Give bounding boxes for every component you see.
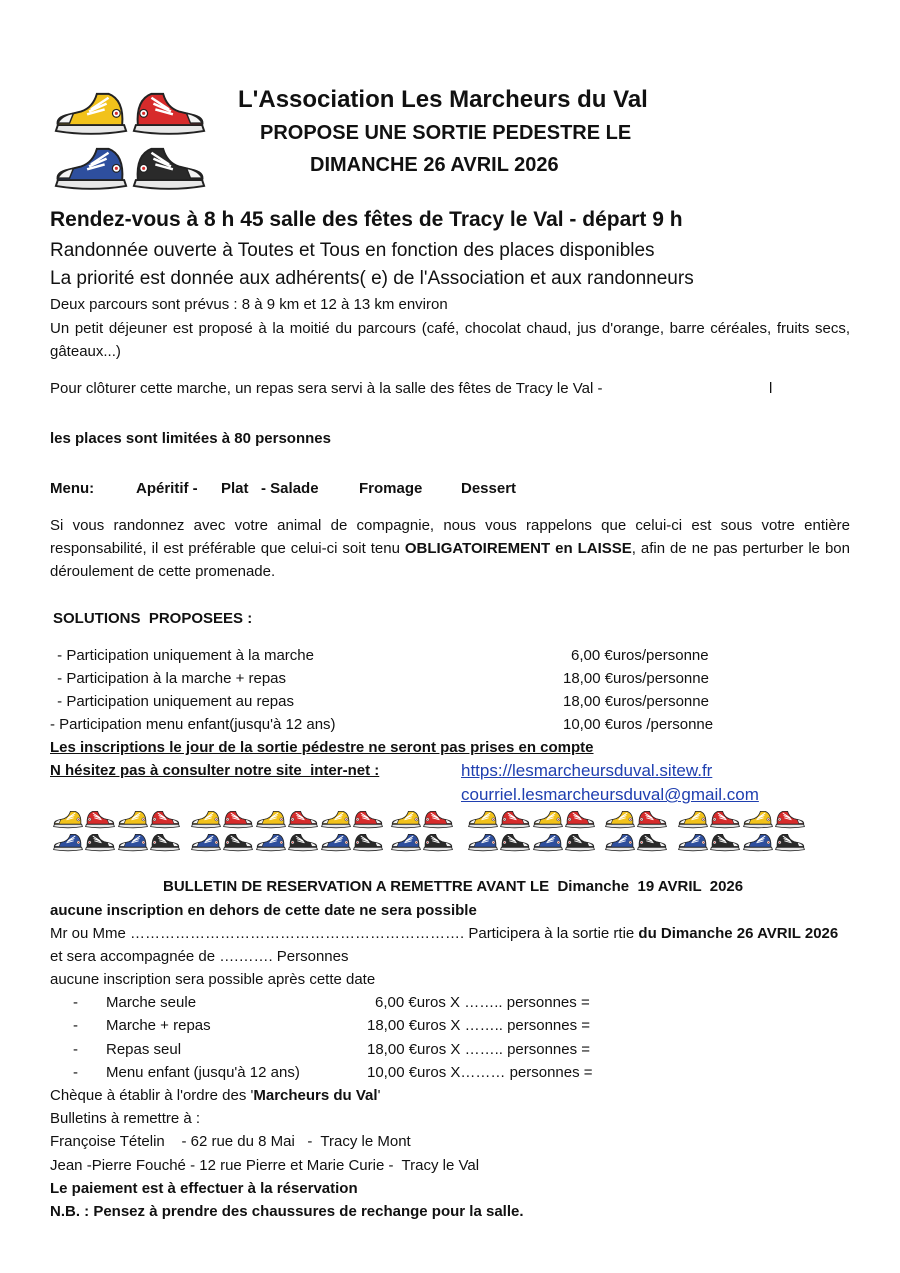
companions-line: et sera accompagnée de ….……. Personnes: [50, 948, 349, 965]
sneaker-icon: [636, 832, 668, 852]
remit-label: Bulletins à remettre à :: [50, 1110, 201, 1127]
meeting-point: Rendez-vous à 8 h 45 salle des fêtes de Tracy le Val - départ 9 h: [50, 208, 683, 231]
sneaker-icon: [352, 809, 384, 829]
pets-text-end: , afin de ne pas perturber le bon déroulement de cette promenade.: [50, 540, 850, 580]
open-text: Randonnée ouverte à Toutes et Tous en fonction des places disponibles: [50, 240, 655, 261]
sneaker-icon: [422, 809, 454, 829]
meal-text: Pour clôturer cette marche, un repas sera servi à la salle des fêtes de Tracy le Val -: [50, 380, 603, 397]
solution-price: 10,00 €uros /personne: [563, 716, 714, 733]
sneaker-icon: [532, 832, 564, 852]
sneaker-icon: [190, 809, 222, 829]
website-link[interactable]: https://lesmarcheursduval.sitew.fr: [461, 761, 713, 780]
sneaker-icon: [564, 832, 596, 852]
row-label: Repas seul: [106, 1041, 182, 1058]
sneaker-icon: [52, 88, 130, 137]
sneaker-icon: [117, 832, 149, 852]
solution-price: 18,00 €uros/personne: [563, 670, 709, 687]
sneaker-icon: [604, 832, 636, 852]
bulletin-name-line: [50, 925, 838, 942]
sneaker-icon: [564, 809, 596, 829]
sneaker-icon: [390, 832, 422, 852]
pets-text: Si vous randonnez avec votre animal de compagnie, nous vous rappelons que celui-ci est sous votre entière responsabilité, il est préférable que celui-ci soit tenu: [50, 517, 850, 557]
routes-text: Deux parcours sont prévus : 8 à 9 km et 12 à 13 km environ: [50, 296, 448, 313]
pets-paragraph: [50, 514, 850, 583]
sneaker-icon: [84, 832, 116, 852]
menu-item: Fromage: [359, 480, 423, 497]
sneaker-icon: [149, 809, 181, 829]
sneaker-icon: [222, 809, 254, 829]
name-line-date: du Dimanche 26 AVRIL 2026: [638, 925, 839, 942]
sneaker-icon: [677, 809, 709, 829]
sneaker-icon: [190, 832, 222, 852]
sneaker-icon: [677, 832, 709, 852]
registration-notice: Les inscriptions le jour de la sortie pédestre ne seront pas prises en compte: [50, 739, 594, 756]
sneaker-icon: [255, 832, 287, 852]
solution-label: - Participation uniquement au repas: [53, 693, 294, 710]
sneaker-icon: [390, 809, 422, 829]
meal-mark: l: [769, 380, 773, 397]
sneaker-icon: [742, 809, 774, 829]
sneaker-icon: [774, 832, 806, 852]
row-label: Marche + repas: [106, 1017, 211, 1034]
name-line-text: Mr ou Mme …………………………………………………………. Participera à la sortie rtie: [50, 925, 639, 942]
menu-item: Apéritif -: [136, 480, 198, 497]
sneaker-icon: [287, 832, 319, 852]
sneaker-icon: [467, 832, 499, 852]
cheque-line: [50, 1087, 380, 1104]
cheque-text: Chèque à établir à l'ordre des ': [50, 1087, 254, 1104]
sneaker-icon: [636, 809, 668, 829]
row-dash: -: [73, 1064, 78, 1081]
sneaker-icon: [320, 809, 352, 829]
sneaker-icon: [255, 809, 287, 829]
row-dash: -: [73, 1017, 78, 1034]
sneaker-icon: [130, 143, 208, 192]
sneaker-icon: [117, 809, 149, 829]
website-label: N hésitez pas à consulter notre site inter-net :: [50, 762, 380, 779]
email-link[interactable]: courriel.lesmarcheursduval@gmail.com: [461, 785, 759, 804]
row-calc: 18,00 €uros X …….. personnes =: [367, 1017, 591, 1034]
cheque-quote: ': [377, 1087, 381, 1104]
priority-text: La priorité est donnée aux adhérents( e) de l'Association et aux randonneurs: [50, 268, 694, 289]
solutions-title: SOLUTIONS PROPOSEES :: [53, 610, 253, 627]
sneaker-icon: [130, 88, 208, 137]
bulletin-title: BULLETIN DE RESERVATION A REMETTRE AVANT LE Dimanche 19 AVRIL 2026: [163, 878, 744, 895]
sneaker-icon: [604, 809, 636, 829]
bulletin-deadline: aucune inscription en dehors de cette date ne sera possible: [50, 902, 477, 919]
row-calc: 6,00 €uros X …….. personnes =: [375, 994, 590, 1011]
menu-label: Menu:: [50, 480, 95, 497]
row-calc: 10,00 €uros X……… personnes =: [367, 1064, 593, 1081]
event-date: DIMANCHE 26 AVRIL 2026: [310, 154, 559, 176]
sneaker-icon: [52, 832, 84, 852]
sneaker-icon: [774, 809, 806, 829]
no-registration-line: aucune inscription sera possible après cette date: [50, 971, 376, 988]
pets-emphasis: OBLIGATOIREMENT en LAISSE: [404, 540, 632, 557]
sneaker-icon: [499, 809, 531, 829]
sneaker-icon: [149, 832, 181, 852]
sneaker-icon: [467, 809, 499, 829]
sneaker-icon: [84, 809, 116, 829]
row-label: Marche seule: [106, 994, 197, 1011]
sneaker-icon: [320, 832, 352, 852]
menu-item: Plat - Salade: [221, 480, 319, 497]
sneaker-icon: [532, 809, 564, 829]
row-dash: -: [73, 1041, 78, 1058]
places-limit: les places sont limitées à 80 personnes: [50, 430, 331, 447]
association-title: L'Association Les Marcheurs du Val: [238, 86, 648, 113]
cheque-payee: Marcheurs du Val: [253, 1087, 378, 1104]
sneaker-icon: [422, 832, 454, 852]
solution-label: - Participation uniquement à la marche: [53, 647, 314, 664]
menu-item: Dessert: [461, 480, 517, 497]
contact-1: Françoise Tételin - 62 rue du 8 Mai - Tracy le Mont: [50, 1133, 411, 1150]
solution-price: 18,00 €uros/personne: [563, 693, 709, 710]
solution-price: 6,00 €uros/personne: [571, 647, 709, 664]
payment-note: Le paiement est à effectuer à la réservation: [50, 1180, 358, 1197]
sneaker-icon: [287, 809, 319, 829]
sneaker-icon: [52, 809, 84, 829]
solution-label: - Participation menu enfant(jusqu'à 12 ans): [50, 716, 336, 733]
proposal-heading: PROPOSE UNE SORTIE PEDESTRE LE: [260, 122, 632, 144]
nb-note: N.B. : Pensez à prendre des chaussures de rechange pour la salle.: [50, 1203, 524, 1220]
sneaker-icon: [709, 832, 741, 852]
sneaker-icon: [222, 832, 254, 852]
row-label: Menu enfant (jusqu'à 12 ans): [106, 1064, 300, 1081]
sneaker-icon: [742, 832, 774, 852]
sneaker-icon: [52, 143, 130, 192]
row-dash: -: [73, 994, 78, 1011]
sneaker-icon: [499, 832, 531, 852]
sneaker-icon: [709, 809, 741, 829]
row-calc: 18,00 €uros X …….. personnes =: [367, 1041, 591, 1058]
solution-label: - Participation à la marche + repas: [53, 670, 287, 687]
breakfast-text: Un petit déjeuner est proposé à la moitié du parcours (café, chocolat chaud, jus d'orange, barre céréales, fruits secs, gâteaux...): [50, 320, 850, 360]
sneaker-icon: [352, 832, 384, 852]
contact-2: Jean -Pierre Fouché - 12 rue Pierre et Marie Curie - Tracy le Val: [50, 1157, 480, 1174]
